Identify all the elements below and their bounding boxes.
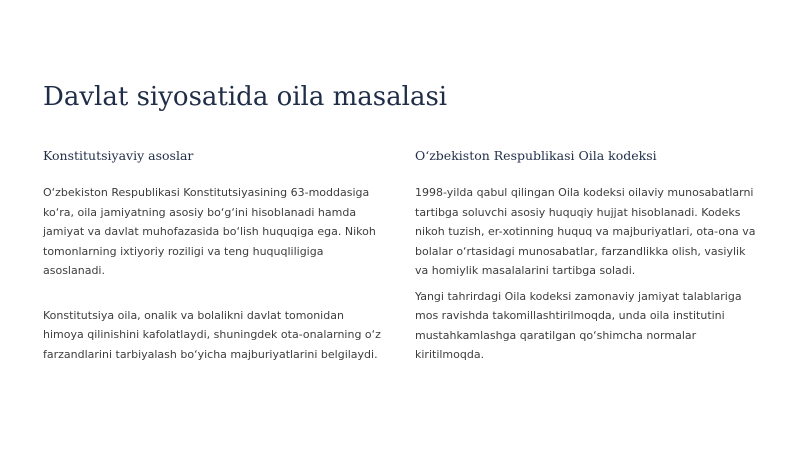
column-heading-family-code: O‘zbekiston Respublikasi Oila kodeksi [415, 148, 657, 163]
paragraph-family-code-new-edition: Yangi tahrirdagi Oila kodeksi zamonaviy jamiyat talablariga mos ravishda takomillashtirilmoqda, unda oila institutini mustahkamlashga qaratilgan qo‘shimcha normalar kiritilmoqda. [415, 289, 742, 361]
column-constitutional-basis [43, 146, 388, 364]
paragraph-constitution-protection: Konstitutsiya oila, onalik va bolalikni davlat tomonidan himoya qilinishini kafolatlaydi, shuningdek ota-onalarning o‘z farzandlarini tarbiyalash bo‘yicha majburiyatlarini belgilaydi. [43, 308, 381, 361]
column-family-code [415, 146, 760, 365]
paragraph-constitution-article-63: O‘zbekiston Respublikasi Konstitutsiyasining 63-moddasiga ko‘ra, oila jamiyatning asosiy bo‘g‘ini hisoblanadi hamda jamiyat va davlat muhofazasida bo‘lish huquqiga ega. Nikoh tomonlarning ixtiyoriy roziligi va teng huquqliligiga asoslanadi. [43, 186, 376, 277]
paragraph-family-code-1998: 1998-yilda qabul qilingan Oila kodeksi oilaviy munosabatlarni tartibga soluvchi asosiy huquqiy hujjat hisoblanadi. Kodeks nikoh tuzish, er-xotinning huquq va majburiyatlari, ota-ona va bolalar o‘rtasidagi munosabatlar, farzandlikka olish, vasiylik va homiylik masalalarini tartibga soladi. [415, 186, 756, 277]
slide-title: Davlat siyosatida oila masalasi [43, 82, 448, 112]
column-heading-constitutional: Konstitutsiyaviy asoslar [43, 148, 194, 163]
